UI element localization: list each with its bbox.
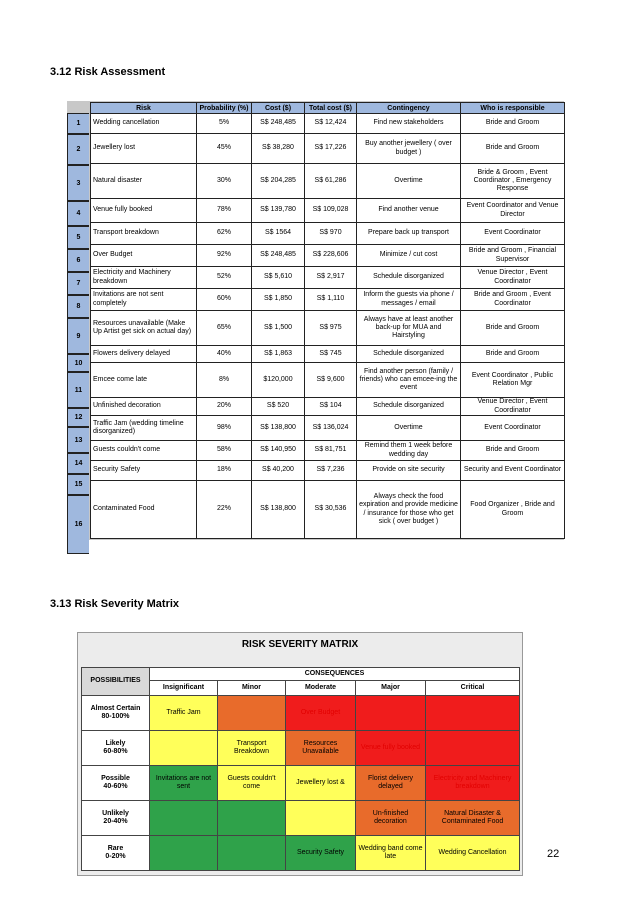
cell-contingency: Schedule disorganized	[357, 398, 461, 416]
possibility-label	[82, 766, 150, 801]
possibility-range: 80-100%	[101, 713, 130, 720]
matrix-cell-minor	[218, 696, 286, 731]
risk-table-header-row	[91, 103, 565, 114]
matrix-grid	[81, 667, 520, 871]
cell-contingency: Always check the food expiration and provide medicine / insurance for those who get sick ( over budget )	[357, 481, 461, 539]
row-number: 8	[67, 295, 89, 318]
cell-cost: S$ 248,485	[252, 114, 305, 134]
level-moderate: Moderate	[286, 681, 356, 696]
row-number: 6	[67, 249, 89, 272]
level-critical: Critical	[426, 681, 520, 696]
matrix-row	[82, 696, 520, 731]
cell-risk: Invitations are not sent completely	[91, 289, 197, 311]
cell-cost: S$ 139,780	[252, 199, 305, 223]
risk-table-row	[91, 481, 565, 539]
cell-responsible: Bride & Groom , Event Coordinator , Emergency Response	[461, 164, 565, 199]
cell-responsible: Bride and Groom , Financial Supervisor	[461, 245, 565, 267]
possibility-label	[82, 801, 150, 836]
cell-responsible: Food Organizer , Bride and Groom	[461, 481, 565, 539]
cell-risk: Traffic Jam (wedding timeline disorganized)	[91, 416, 197, 441]
cell-probability: 45%	[197, 134, 252, 164]
cell-total-cost: S$ 9,600	[305, 363, 357, 398]
cell-responsible: Security and Event Coordinator	[461, 461, 565, 481]
row-number: 14	[67, 453, 89, 474]
matrix-row	[82, 801, 520, 836]
risk-table-row	[91, 441, 565, 461]
cell-probability: 30%	[197, 164, 252, 199]
matrix-cell-minor	[218, 836, 286, 871]
cell-total-cost: S$ 81,751	[305, 441, 357, 461]
cell-cost: S$ 1,863	[252, 346, 305, 363]
possibility-name: Unlikely	[102, 809, 129, 817]
cell-risk: Venue fully booked	[91, 199, 197, 223]
possibility-name: Rare	[107, 844, 124, 852]
matrix-cell-moderate: Over Budget	[286, 696, 356, 731]
cell-probability: 92%	[197, 245, 252, 267]
matrix-cell-critical: Wedding Cancellation	[426, 836, 520, 871]
row-number: 10	[67, 354, 89, 372]
row-number: 13	[67, 427, 89, 453]
cell-contingency: Find another person (family / friends) who can emcee-ing the event	[357, 363, 461, 398]
cell-cost: S$ 138,800	[252, 481, 305, 539]
cell-risk: Over Budget	[91, 245, 197, 267]
cell-cost: $120,000	[252, 363, 305, 398]
row-number: 16	[67, 495, 89, 554]
header-who-responsible: Who is responsible	[461, 103, 565, 114]
possibility-label	[82, 731, 150, 766]
matrix-cell-minor: Transport Breakdown	[218, 731, 286, 766]
header-total-cost: Total cost ($)	[305, 103, 357, 114]
matrix-cell-insignificant	[150, 731, 218, 766]
cell-contingency: Always have at least another back-up for MUA and Hairstyling	[357, 311, 461, 346]
cell-responsible: Bride and Groom	[461, 441, 565, 461]
matrix-cell-major: Wedding band come late	[356, 836, 426, 871]
cell-probability: 5%	[197, 114, 252, 134]
cell-contingency: Prepare back up transport	[357, 223, 461, 245]
row-number: 2	[67, 134, 89, 165]
cell-contingency: Remind them 1 week before wedding day	[357, 441, 461, 461]
risk-table-row	[91, 114, 565, 134]
cell-responsible: Event Coordinator	[461, 416, 565, 441]
possibility-range: 20-40%	[103, 818, 128, 825]
matrix-cell-critical	[426, 731, 520, 766]
cell-cost: S$ 204,285	[252, 164, 305, 199]
possibility-name: Almost Certain	[90, 704, 141, 712]
risk-table-row	[91, 245, 565, 267]
level-insignificant: Insignificant	[150, 681, 218, 696]
cell-probability: 8%	[197, 363, 252, 398]
row-number: 5	[67, 226, 89, 249]
matrix-cell-moderate	[286, 801, 356, 836]
cell-responsible: Event Coordinator , Public Relation Mgr	[461, 363, 565, 398]
cell-probability: 18%	[197, 461, 252, 481]
cell-probability: 78%	[197, 199, 252, 223]
cell-cost: S$ 5,610	[252, 267, 305, 289]
possibilities-header: POSSIBILITIES	[82, 668, 150, 696]
cell-total-cost: S$ 17,226	[305, 134, 357, 164]
cell-risk: Flowers delivery delayed	[91, 346, 197, 363]
cell-contingency: Minimize / cut cost	[357, 245, 461, 267]
header-risk: Risk	[91, 103, 197, 114]
matrix-title: RISK SEVERITY MATRIX	[241, 639, 359, 650]
matrix-cell-moderate: Security Safety	[286, 836, 356, 871]
cell-contingency: Schedule disorganized	[357, 267, 461, 289]
matrix-row	[82, 766, 520, 801]
matrix-cell-major: Florist delivery delayed	[356, 766, 426, 801]
cell-risk: Jewellery lost	[91, 134, 197, 164]
row-number: 7	[67, 272, 89, 295]
cell-risk: Wedding cancellation	[91, 114, 197, 134]
cell-cost: S$ 138,800	[252, 416, 305, 441]
cell-total-cost: S$ 7,236	[305, 461, 357, 481]
matrix-cell-major: Venue fully booked	[356, 731, 426, 766]
risk-table-row	[91, 199, 565, 223]
cell-cost: S$ 520	[252, 398, 305, 416]
header-contingency: Contingency	[357, 103, 461, 114]
level-minor: Minor	[218, 681, 286, 696]
section-title-risk-severity-matrix: 3.13 Risk Severity Matrix	[50, 598, 180, 610]
header-probability: Probability (%)	[197, 103, 252, 114]
matrix-cell-minor	[218, 801, 286, 836]
cell-probability: 20%	[197, 398, 252, 416]
cell-cost: S$ 1,500	[252, 311, 305, 346]
row-number: 3	[67, 165, 89, 201]
cell-responsible: Bride and Groom	[461, 134, 565, 164]
cell-total-cost: S$ 745	[305, 346, 357, 363]
risk-table-row	[91, 164, 565, 199]
cell-cost: S$ 1,850	[252, 289, 305, 311]
cell-probability: 40%	[197, 346, 252, 363]
cell-total-cost: S$ 104	[305, 398, 357, 416]
cell-total-cost: S$ 61,286	[305, 164, 357, 199]
risk-severity-matrix	[77, 632, 523, 876]
cell-risk: Contaminated Food	[91, 481, 197, 539]
cell-total-cost: S$ 12,424	[305, 114, 357, 134]
cell-cost: S$ 248,485	[252, 245, 305, 267]
cell-risk: Natural disaster	[91, 164, 197, 199]
risk-assessment-table-container	[67, 101, 564, 540]
cell-responsible: Event Coordinator and Venue Director	[461, 199, 565, 223]
cell-risk: Unfinished decoration	[91, 398, 197, 416]
cell-cost: S$ 1564	[252, 223, 305, 245]
cell-cost: S$ 40,200	[252, 461, 305, 481]
cell-contingency: Overtime	[357, 164, 461, 199]
section-title-risk-assessment: 3.12 Risk Assessment	[50, 66, 166, 78]
matrix-cell-critical: Natural Disaster & Contaminated Food	[426, 801, 520, 836]
row-number: 4	[67, 201, 89, 226]
matrix-cell-insignificant	[150, 836, 218, 871]
matrix-cell-insignificant: Invitations are not sent	[150, 766, 218, 801]
risk-table-row	[91, 289, 565, 311]
cell-total-cost: S$ 1,110	[305, 289, 357, 311]
cell-risk: Security Safety	[91, 461, 197, 481]
cell-contingency: Find new stakeholders	[357, 114, 461, 134]
cell-probability: 65%	[197, 311, 252, 346]
cell-contingency: Find another venue	[357, 199, 461, 223]
matrix-row	[82, 836, 520, 871]
cell-responsible: Venue Director , Event Coordinator	[461, 398, 565, 416]
cell-cost: S$ 140,950	[252, 441, 305, 461]
header-cost: Cost ($)	[252, 103, 305, 114]
risk-table-row	[91, 461, 565, 481]
cell-responsible: Bride and Groom	[461, 346, 565, 363]
cell-total-cost: S$ 970	[305, 223, 357, 245]
cell-total-cost: S$ 136,024	[305, 416, 357, 441]
matrix-cell-insignificant	[150, 801, 218, 836]
table-corner	[67, 101, 90, 113]
cell-probability: 52%	[197, 267, 252, 289]
cell-responsible: Bride and Groom	[461, 114, 565, 134]
row-number: 15	[67, 474, 89, 495]
cell-contingency: Inform the guests via phone / messages / email	[357, 289, 461, 311]
matrix-cell-moderate: Jewellery lost &	[286, 766, 356, 801]
cell-responsible: Bride and Groom , Event Coordinator	[461, 289, 565, 311]
cell-probability: 62%	[197, 223, 252, 245]
matrix-cell-major	[356, 696, 426, 731]
cell-risk: Transport breakdown	[91, 223, 197, 245]
matrix-row	[82, 731, 520, 766]
risk-table-row	[91, 134, 565, 164]
cell-risk: Emcee come late	[91, 363, 197, 398]
possibility-label	[82, 696, 150, 731]
matrix-cell-critical: Electricity and Machinery breakdown	[426, 766, 520, 801]
cell-risk: Electricity and Machinery breakdown	[91, 267, 197, 289]
cell-contingency: Buy another jewellery ( over budget )	[357, 134, 461, 164]
risk-assessment-table	[90, 102, 565, 539]
risk-table-row	[91, 267, 565, 289]
risk-table-row	[91, 398, 565, 416]
cell-responsible: Bride and Groom	[461, 311, 565, 346]
matrix-cell-critical	[426, 696, 520, 731]
cell-responsible: Event Coordinator	[461, 223, 565, 245]
matrix-cell-insignificant: Traffic Jam	[150, 696, 218, 731]
row-number: 1	[67, 113, 89, 134]
consequences-header: CONSEQUENCES	[150, 668, 520, 681]
cell-probability: 22%	[197, 481, 252, 539]
matrix-cell-moderate: Resources Unavailable	[286, 731, 356, 766]
cell-total-cost: S$ 975	[305, 311, 357, 346]
possibility-range: 40-60%	[103, 783, 128, 790]
possibility-name: Possible	[101, 774, 130, 782]
matrix-cell-minor: Guests couldn't come	[218, 766, 286, 801]
risk-table-row	[91, 311, 565, 346]
cell-total-cost: S$ 30,536	[305, 481, 357, 539]
level-major: Major	[356, 681, 426, 696]
possibility-range: 0-20%	[105, 853, 126, 860]
cell-total-cost: S$ 228,606	[305, 245, 357, 267]
matrix-cell-major: Un-finished decoration	[356, 801, 426, 836]
cell-contingency: Provide on site security	[357, 461, 461, 481]
cell-risk: Guests couldn't come	[91, 441, 197, 461]
risk-table-row	[91, 346, 565, 363]
row-number: 11	[67, 372, 89, 408]
possibility-range: 60-80%	[103, 748, 128, 755]
cell-probability: 60%	[197, 289, 252, 311]
cell-contingency: Overtime	[357, 416, 461, 441]
cell-cost: S$ 38,280	[252, 134, 305, 164]
page-number: 22	[547, 848, 560, 860]
cell-total-cost: S$ 2,917	[305, 267, 357, 289]
possibility-name: Likely	[105, 739, 126, 747]
cell-probability: 98%	[197, 416, 252, 441]
cell-total-cost: S$ 109,028	[305, 199, 357, 223]
cell-contingency: Schedule disorganized	[357, 346, 461, 363]
cell-risk: Resources unavailable (Make Up Artist get sick on actual day)	[91, 311, 197, 346]
row-number: 12	[67, 408, 89, 427]
cell-probability: 58%	[197, 441, 252, 461]
risk-table-row	[91, 363, 565, 398]
risk-table-row	[91, 416, 565, 441]
risk-table-row	[91, 223, 565, 245]
cell-responsible: Venue Director , Event Coordinator	[461, 267, 565, 289]
row-number: 9	[67, 318, 89, 354]
possibility-label	[82, 836, 150, 871]
